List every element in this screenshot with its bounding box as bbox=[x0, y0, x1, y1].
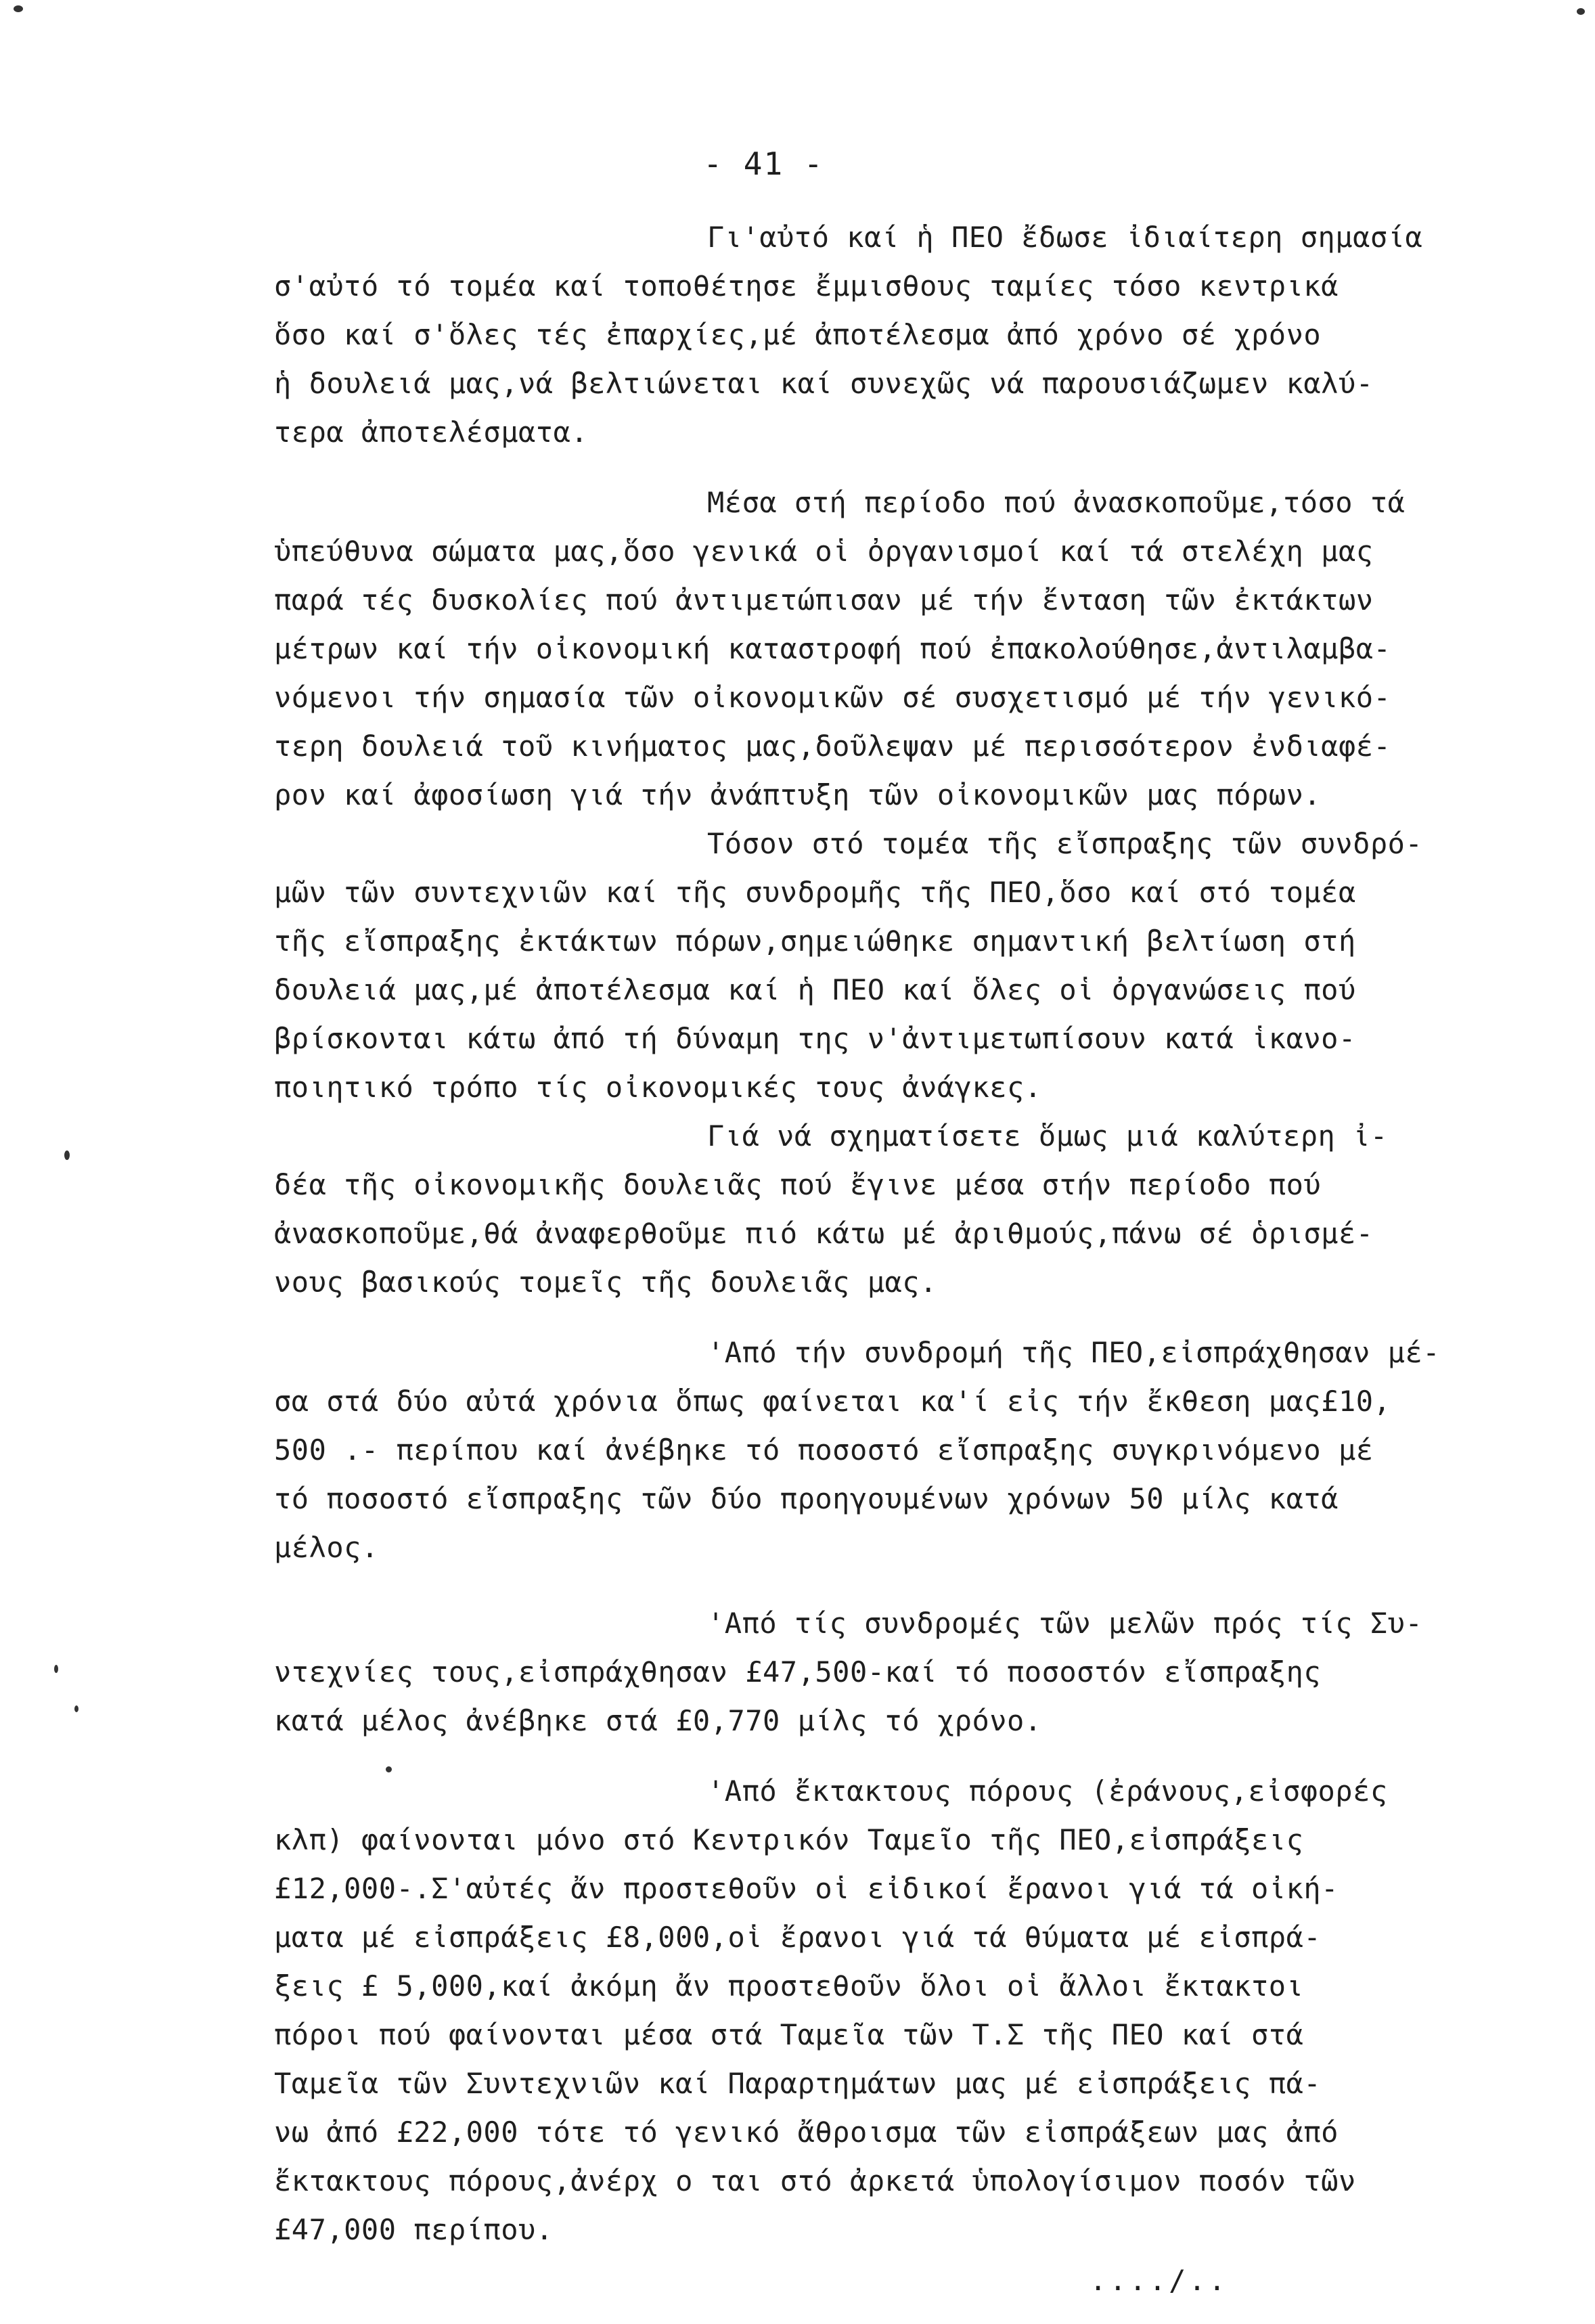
page-number: - 41 - bbox=[703, 146, 824, 182]
text-line: μέτρων καί τήν οἰκονομική καταστροφή πού ἐπακολούθησε,ἀντιλαμβα- bbox=[274, 632, 1391, 665]
text-line: νω ἀπό £22,000 τότε τό γενικό ἄθροισμα τῶν εἰσπράξεων μας ἀπό bbox=[274, 2116, 1339, 2149]
text-line: ματα μέ εἰσπράξεις £8,000,οἱ ἔρανοι γιά τά θύματα μέ εἰσπρά- bbox=[274, 1921, 1322, 1954]
text-line: σ'αὐτό τό τομέα καί τοποθέτησε ἔμμισθους ταμίες τόσο κεντρικά bbox=[274, 269, 1339, 303]
paragraph bbox=[274, 213, 1560, 457]
paragraph-gap bbox=[274, 1307, 1560, 1328]
text-line: δουλειά μας,μέ ἀποτέλεσμα καί ἡ ΠΕΟ καί ὅλες οἱ ὀργανώσεις πού bbox=[274, 973, 1356, 1006]
text-line: νόμενοι τήν σημασία τῶν οἰκονομικῶν σέ συσχετισμό μέ τήν γενικό- bbox=[274, 681, 1391, 714]
text-line: νους βασικούς τομεῖς τῆς δουλειᾶς μας. bbox=[274, 1266, 937, 1299]
paragraph bbox=[274, 1767, 1560, 2254]
text-line: σα στά δύο αὐτά χρόνια ὅπως φαίνεται κα'ί εἰς τήν ἔκθεση μας£10, bbox=[274, 1385, 1391, 1418]
paragraph bbox=[274, 1328, 1560, 1572]
text-line: μῶν τῶν συντεχνιῶν καί τῆς συνδρομῆς τῆς ΠΕΟ,ὅσο καί στό τομέα bbox=[274, 876, 1356, 909]
text-line: ξεις £ 5,000,καί ἀκόμη ἄν προστεθοῦν ὅλοι οἱ ἄλλοι ἔκτακτοι bbox=[274, 1969, 1304, 2003]
text-line: £47,000 περίπου. bbox=[274, 2213, 554, 2246]
text-line: πόροι πού φαίνονται μέσα στά Ταμεῖα τῶν Τ.Σ τῆς ΠΕΟ καί στά bbox=[274, 2018, 1304, 2051]
text-line: Τόσον στό τομέα τῆς εἴσπραξης τῶν συνδρό- bbox=[707, 827, 1423, 860]
text-line: ἔκτακτους πόρους,ἀνέρχ ο ται στό ἀρκετά ὑπολογίσιμον ποσόν τῶν bbox=[274, 2164, 1356, 2197]
paragraph-gap bbox=[274, 457, 1560, 478]
text-line: 'Από τήν συνδρομή τῆς ΠΕΟ,εἰσπράχθησαν μέ- bbox=[707, 1336, 1441, 1369]
text-line: 'Από τίς συνδρομές τῶν μελῶν πρός τίς Συ- bbox=[707, 1607, 1423, 1640]
text-line: δέα τῆς οἰκονομικῆς δουλειᾶς πού ἔγινε μέσα στήν περίοδο πού bbox=[274, 1168, 1322, 1201]
scan-speck bbox=[74, 1705, 78, 1712]
text-line: κατά μέλος ἀνέβηκε στά £0,770 μίλς τό χρόνο. bbox=[274, 1704, 1042, 1737]
text-line: ὑπεύθυνα σώματα μας,ὅσο γενικά οἱ ὀργανισμοί καί τά στελέχη μας bbox=[274, 535, 1374, 568]
text-line: ἀνασκοποῦμε,θά ἀναφερθοῦμε πιό κάτω μέ ἀριθμούς,πάνω σέ ὁρισμέ- bbox=[274, 1217, 1374, 1250]
text-line: Μέσα στή περίοδο πού ἀνασκοποῦμε,τόσο τά bbox=[707, 486, 1406, 519]
paragraph-gap bbox=[274, 1745, 1560, 1767]
text-line: ντεχνίες τους,εἰσπράχθησαν £47,500-καί τό ποσοστόν εἴσπραξης bbox=[274, 1655, 1322, 1689]
text-line: παρά τές δυσκολίες πού ἀντιμετώπισαν μέ τήν ἔνταση τῶν ἐκτάκτων bbox=[274, 583, 1374, 617]
text-line: 'Από ἔκτακτους πόρους (ἐράνους,εἰσφορές bbox=[707, 1774, 1388, 1808]
text-line: Γιά νά σχηματίσετε ὅμως μιά καλύτερη ἰ- bbox=[707, 1119, 1388, 1153]
text-line: τερη δουλειά τοῦ κινήματος μας,δοῦλεψαν μέ περισσότερον ἐνδιαφέ- bbox=[274, 730, 1391, 763]
scan-speck bbox=[64, 1150, 70, 1160]
text-line: τερα ἀποτελέσματα. bbox=[274, 416, 589, 449]
scan-speck bbox=[386, 1766, 392, 1772]
text-line: τό ποσοστό εἴσπραξης τῶν δύο προηγουμένων χρόνων 50 μίλς κατά bbox=[274, 1482, 1339, 1515]
paragraph-gap bbox=[274, 1572, 1560, 1599]
text-line: 500 .- περίπου καί ἀνέβηκε τό ποσοστό εἴσπραξης συγκρινόμενο μέ bbox=[274, 1433, 1374, 1467]
text-line: βρίσκονται κάτω ἀπό τή δύναμη της ν'ἀντιμετωπίσουν κατά ἱκανο- bbox=[274, 1022, 1356, 1055]
document-body bbox=[274, 213, 1560, 2254]
text-line: ποιητικό τρόπο τίς οἰκονομικές τους ἀνάγκες. bbox=[274, 1071, 1042, 1104]
paragraph bbox=[274, 478, 1560, 820]
text-line: £12,000-.Σ'αὐτές ἄν προστεθοῦν οἱ εἰδικοί ἔρανοι γιά τά οἰκή- bbox=[274, 1872, 1339, 1905]
text-line: Γι'αὐτό καί ἡ ΠΕΟ ἔδωσε ἰδιαίτερη σημασία bbox=[707, 221, 1423, 254]
text-line: μέλος. bbox=[274, 1531, 379, 1564]
text-line: Ταμεῖα τῶν Συντεχνιῶν καί Παραρτημάτων μας μέ εἰσπράξεις πά- bbox=[274, 2067, 1322, 2100]
text-line: ρον καί ἀφοσίωση γιά τήν ἀνάπτυξη τῶν οἰκονομικῶν μας πόρων. bbox=[274, 778, 1322, 811]
text-line: τῆς εἴσπραξης ἐκτάκτων πόρων,σημειώθηκε σημαντική βελτίωση στή bbox=[274, 924, 1356, 958]
scan-speck bbox=[1577, 8, 1585, 15]
scan-speck bbox=[54, 1665, 58, 1673]
text-line: ὅσο καί σ'ὅλες τές ἐπαρχίες,μέ ἀποτέλεσμα ἀπό χρόνο σέ χρόνο bbox=[274, 318, 1322, 351]
text-line: ἡ δουλειά μας,νά βελτιώνεται καί συνεχῶς νά παρουσιάζωμεν καλύ- bbox=[274, 367, 1374, 400]
paragraph bbox=[274, 1112, 1560, 1307]
paragraph bbox=[274, 820, 1560, 1112]
text-line: κλπ) φαίνονται μόνο στό Κεντρικόν Ταμεῖο τῆς ΠΕΟ,εἰσπράξεις bbox=[274, 1823, 1304, 1856]
continuation-mark: ..../.. bbox=[1089, 2264, 1229, 2297]
paragraph bbox=[274, 1599, 1560, 1745]
scan-speck bbox=[14, 5, 23, 12]
